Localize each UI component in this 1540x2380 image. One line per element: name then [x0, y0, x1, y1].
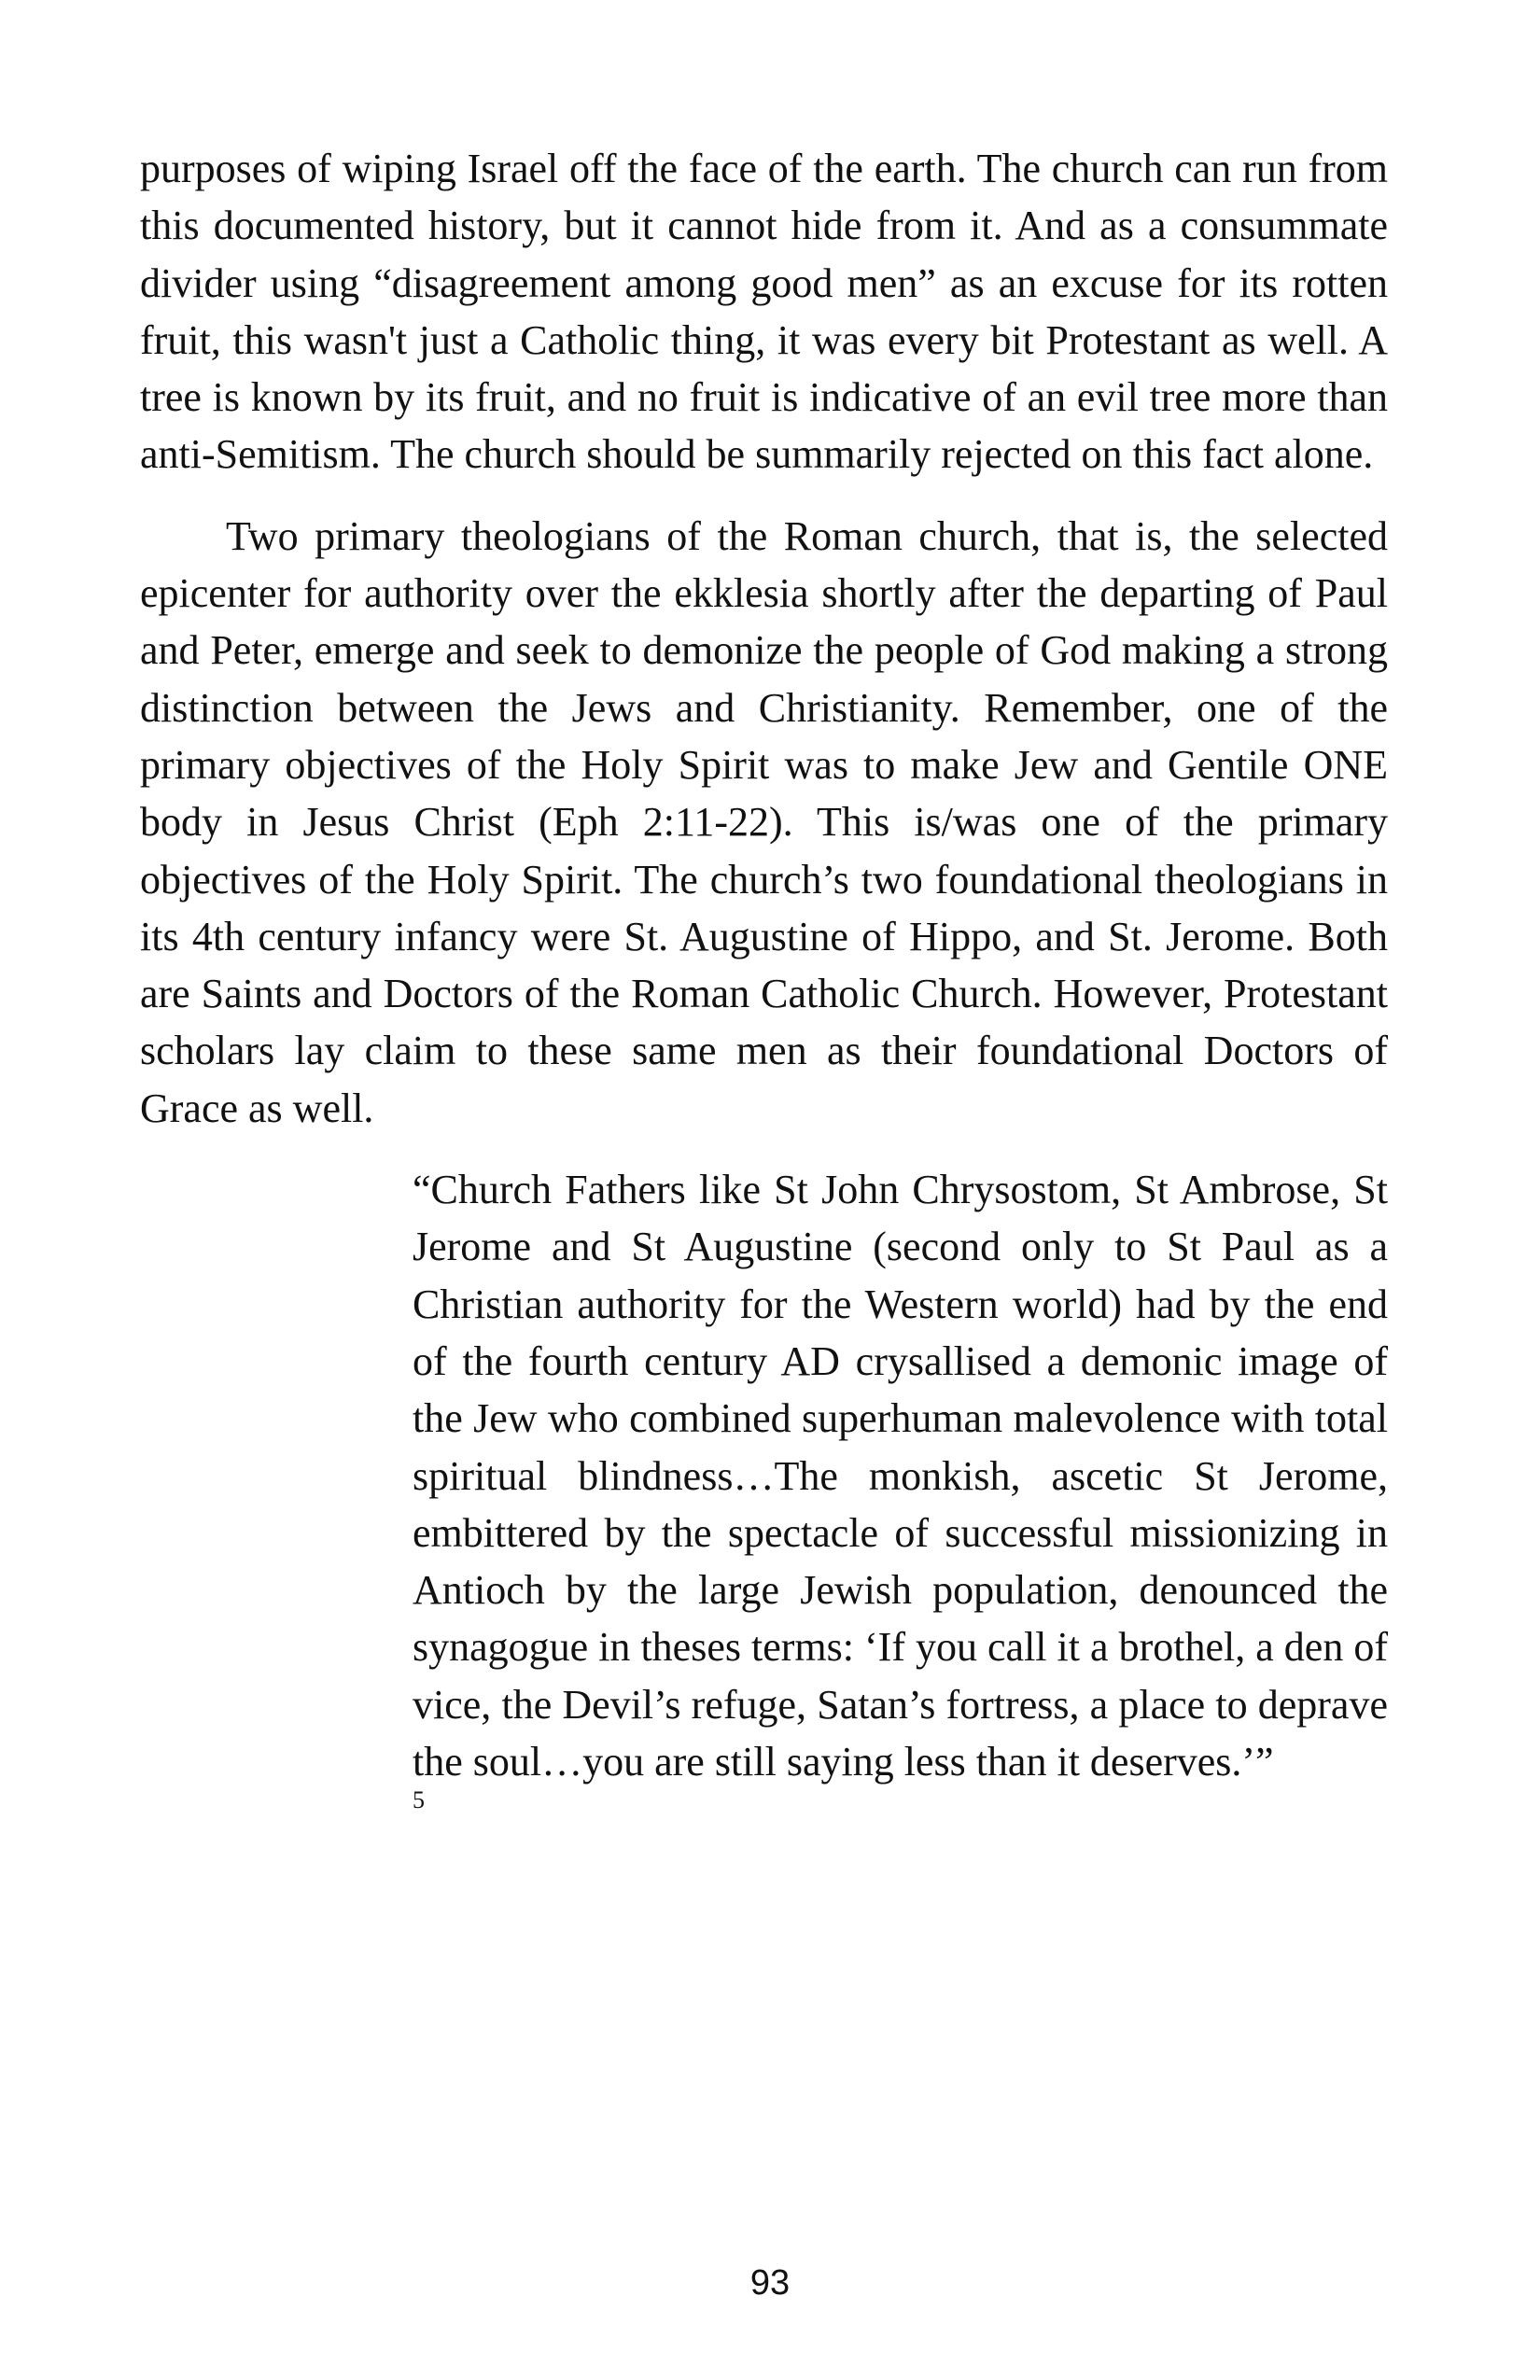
paragraph-1: purposes of wiping Israel off the face of the earth. The church can run from this documented history, but it cannot hide from it. And as a consummate divider using “disagreement among good men” as an excuse for its rotten fruit, this wasn't just a Catholic thing, it was every bit Protestant as well. A tree is known by its fruit, and no fruit is indicative of an evil tree more than anti-Semitism. The church should be summarily rejected on this fact alone.: [140, 146, 1388, 478]
block-quote-text: “Church Fathers like St John Chrysostom, St Ambrose, St Jerome and St Augustine (second only to St Paul as a Christian authority for the Western world) had by the end of the fourth century AD crysallised a demonic image of the Jew who combined superhuman malevolence with total spiritual blindness…The monkish, ascetic St Jerome, embittered by the spectacle of successful missionizing in Antioch by the large Jewish population, denounced the synagogue in theses terms: ‘If you call it a brothel, a den of vice, the Devil’s refuge, Satan’s fortress, a place to deprave the soul…you are still saying less than it deserves.’”: [413, 1167, 1388, 1785]
footnote-marker: 5: [413, 1786, 425, 1814]
page-number: 93: [749, 2263, 791, 2303]
block-quote: [413, 1161, 1388, 1816]
paragraph-2: Two primary theologians of the Roman church, that is, the selected epicenter for authority over the ekklesia shortly after the departing of Paul and Peter, emerge and seek to demonize the people of God making a strong distinction between the Jews and Christianity. Remember, one of the primary objectives of the Holy Spirit was to make Jew and Gentile ONE body in Jesus Christ (Eph 2:11-22). This is/was one of the primary objectives of the Holy Spirit. The church’s two foundational theologians in its 4th century infancy were St. Augustine of Hippo, and St. Jerome. Both are Saints and Doctors of the Roman Catholic Church. However, Protestant scholars lay claim to these same men as their foundational Doctors of Grace as well.: [140, 512, 1388, 1131]
page-body: [140, 140, 1388, 1816]
